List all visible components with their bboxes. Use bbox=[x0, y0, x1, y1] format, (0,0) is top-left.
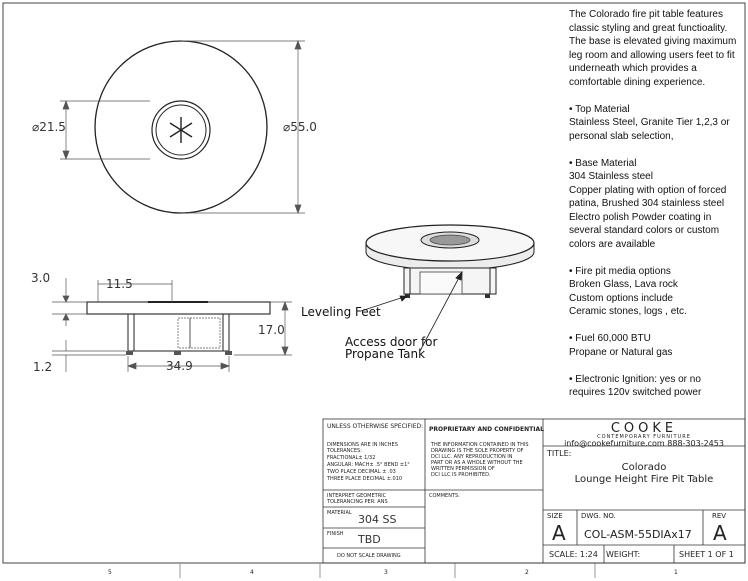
tb-prop-line: WRITTEN PERMISSION OF bbox=[431, 466, 495, 472]
dim-burner-diameter: ⌀21.5 bbox=[32, 120, 66, 134]
tb-do-not-scale: DO NOT SCALE DRAWING bbox=[337, 553, 401, 559]
tb-title-line1: Colorado bbox=[621, 462, 667, 473]
dim-base-width: 34.9 bbox=[166, 359, 193, 373]
section-line: Custom options include bbox=[569, 292, 673, 304]
zone-label: 3 bbox=[384, 569, 388, 576]
tb-two-place: TWO PLACE DECIMAL ± .03 bbox=[327, 469, 396, 475]
tabletop-profile bbox=[87, 302, 270, 314]
product-description bbox=[569, 8, 741, 413]
tb-finish-label: FINISH bbox=[327, 531, 344, 537]
tb-material-label: MATERIAL bbox=[327, 510, 352, 516]
tb-tolerances: TOLERANCES: bbox=[327, 448, 362, 454]
tb-prop-line: THE INFORMATION CONTAINED IN THIS bbox=[431, 442, 529, 448]
dim-top-diameter: ⌀55.0 bbox=[283, 120, 317, 134]
tb-finish-value: TBD bbox=[358, 533, 381, 546]
tb-title-label: TITLE: bbox=[547, 449, 572, 458]
tb-comments: COMMENTS: bbox=[429, 493, 460, 499]
tb-size-value: A bbox=[552, 521, 566, 545]
tb-prop-line: DRAWING IS THE SOLE PROPERTY OF bbox=[431, 448, 524, 454]
section-heading: • Top Material bbox=[569, 104, 630, 115]
burner-asterisk-icon bbox=[170, 117, 192, 143]
tb-weight: WEIGHT: bbox=[606, 550, 641, 559]
dim-top-thickness: 3.0 bbox=[31, 271, 51, 285]
description-section bbox=[569, 103, 741, 144]
callout-leveling-feet: Leveling Feet bbox=[301, 305, 381, 319]
top-view bbox=[32, 41, 317, 213]
tb-dims-in: DIMENSIONS ARE IN INCHES bbox=[327, 442, 398, 448]
tb-scale: SCALE: 1:24 bbox=[549, 550, 598, 559]
section-line: Copper plating with option of forced patina, Brushed 304 stainless steel Electro polish Powder coating in several standard colors or custom colors are available bbox=[569, 184, 727, 250]
base-profile bbox=[128, 314, 229, 351]
callout-propane-tank: Propane Tank bbox=[345, 347, 426, 361]
tb-interpret1: INTERPRET GEOMETRIC bbox=[327, 493, 387, 499]
section-line: Broken Glass, Lava rock bbox=[569, 279, 678, 290]
tb-material-value: 304 SS bbox=[358, 513, 397, 526]
tb-prop-line: DCI LLC IS PROHIBITED. bbox=[431, 472, 491, 478]
section-line: Stainless Steel, Granite Tier 1,2,3 or personal slab selection, bbox=[569, 117, 730, 142]
section-line: 304 Stainless steel bbox=[569, 171, 653, 182]
description-section bbox=[569, 332, 741, 359]
description-section bbox=[569, 157, 741, 252]
tb-dwg-label: DWG. NO. bbox=[581, 512, 616, 520]
tb-sheet: SHEET 1 OF 1 bbox=[679, 550, 734, 559]
brand-tagline: CONTEMPORARY FURNITURE bbox=[597, 434, 691, 440]
zone-label: 2 bbox=[525, 569, 529, 576]
tb-fractional: FRACTIONAL± 1/32 bbox=[327, 455, 376, 461]
brand-contact: info@cookefurniture.com 888-303-2453 bbox=[564, 439, 724, 448]
dim-burner-height: 11.5 bbox=[106, 277, 133, 291]
callout-access-door: Access door for bbox=[345, 335, 438, 349]
dim-foot-height: 1.2 bbox=[33, 360, 53, 374]
tb-interpret2: TOLERANCING PER: ANS bbox=[327, 499, 388, 505]
tb-proprietary: PROPRIETARY AND CONFIDENTIAL bbox=[429, 426, 544, 433]
tb-rev-label: REV bbox=[712, 512, 727, 520]
tb-prop-line: DCI LLC. ANY REPRODUCTION IN bbox=[431, 454, 513, 460]
description-section bbox=[569, 373, 741, 400]
tb-rev-value: A bbox=[713, 521, 727, 545]
tb-size-label: SIZE bbox=[547, 512, 563, 520]
section-line: Ceramic stones, logs , etc. bbox=[569, 306, 687, 317]
zone-label: 1 bbox=[674, 569, 678, 576]
section-heading: • Electronic Ignition: yes or no bbox=[569, 374, 701, 385]
description-section bbox=[569, 265, 741, 319]
zone-label: 4 bbox=[250, 569, 254, 576]
description-intro: The Colorado fire pit table features classic styling and great functioality. The base is elevated giving maximum leg room and allowing users feet to fit underneath which provides a comfortable dining experience. bbox=[569, 9, 737, 88]
section-heading: • Base Material bbox=[569, 158, 636, 169]
access-door-hidden bbox=[178, 318, 220, 348]
tb-title-line2: Lounge Height Fire Pit Table bbox=[574, 474, 714, 485]
tb-dwg-value: COL-ASM-55DIAx17 bbox=[584, 528, 692, 541]
tb-unless-specified: UNLESS OTHERWISE SPECIFIED: bbox=[327, 423, 424, 430]
section-heading: • Fuel 60,000 BTU bbox=[569, 333, 651, 344]
tb-prop-line: PART OR AS A WHOLE WITHOUT THE bbox=[431, 460, 523, 466]
isometric-view bbox=[366, 225, 534, 298]
dim-overall-height: 17.0 bbox=[258, 323, 285, 337]
section-line: Propane or Natural gas bbox=[569, 346, 673, 358]
section-line: requires 120v switched power bbox=[569, 387, 702, 398]
front-view bbox=[31, 271, 292, 374]
zone-label: 5 bbox=[108, 569, 112, 576]
tb-angular: ANGULAR: MACH± .5° BEND ±1° bbox=[327, 462, 410, 468]
brand-logo: COOKE bbox=[610, 421, 678, 436]
tb-three-place: THREE PLACE DECIMAL ±.010 bbox=[327, 476, 403, 482]
section-heading: • Fire pit media options bbox=[569, 266, 671, 277]
